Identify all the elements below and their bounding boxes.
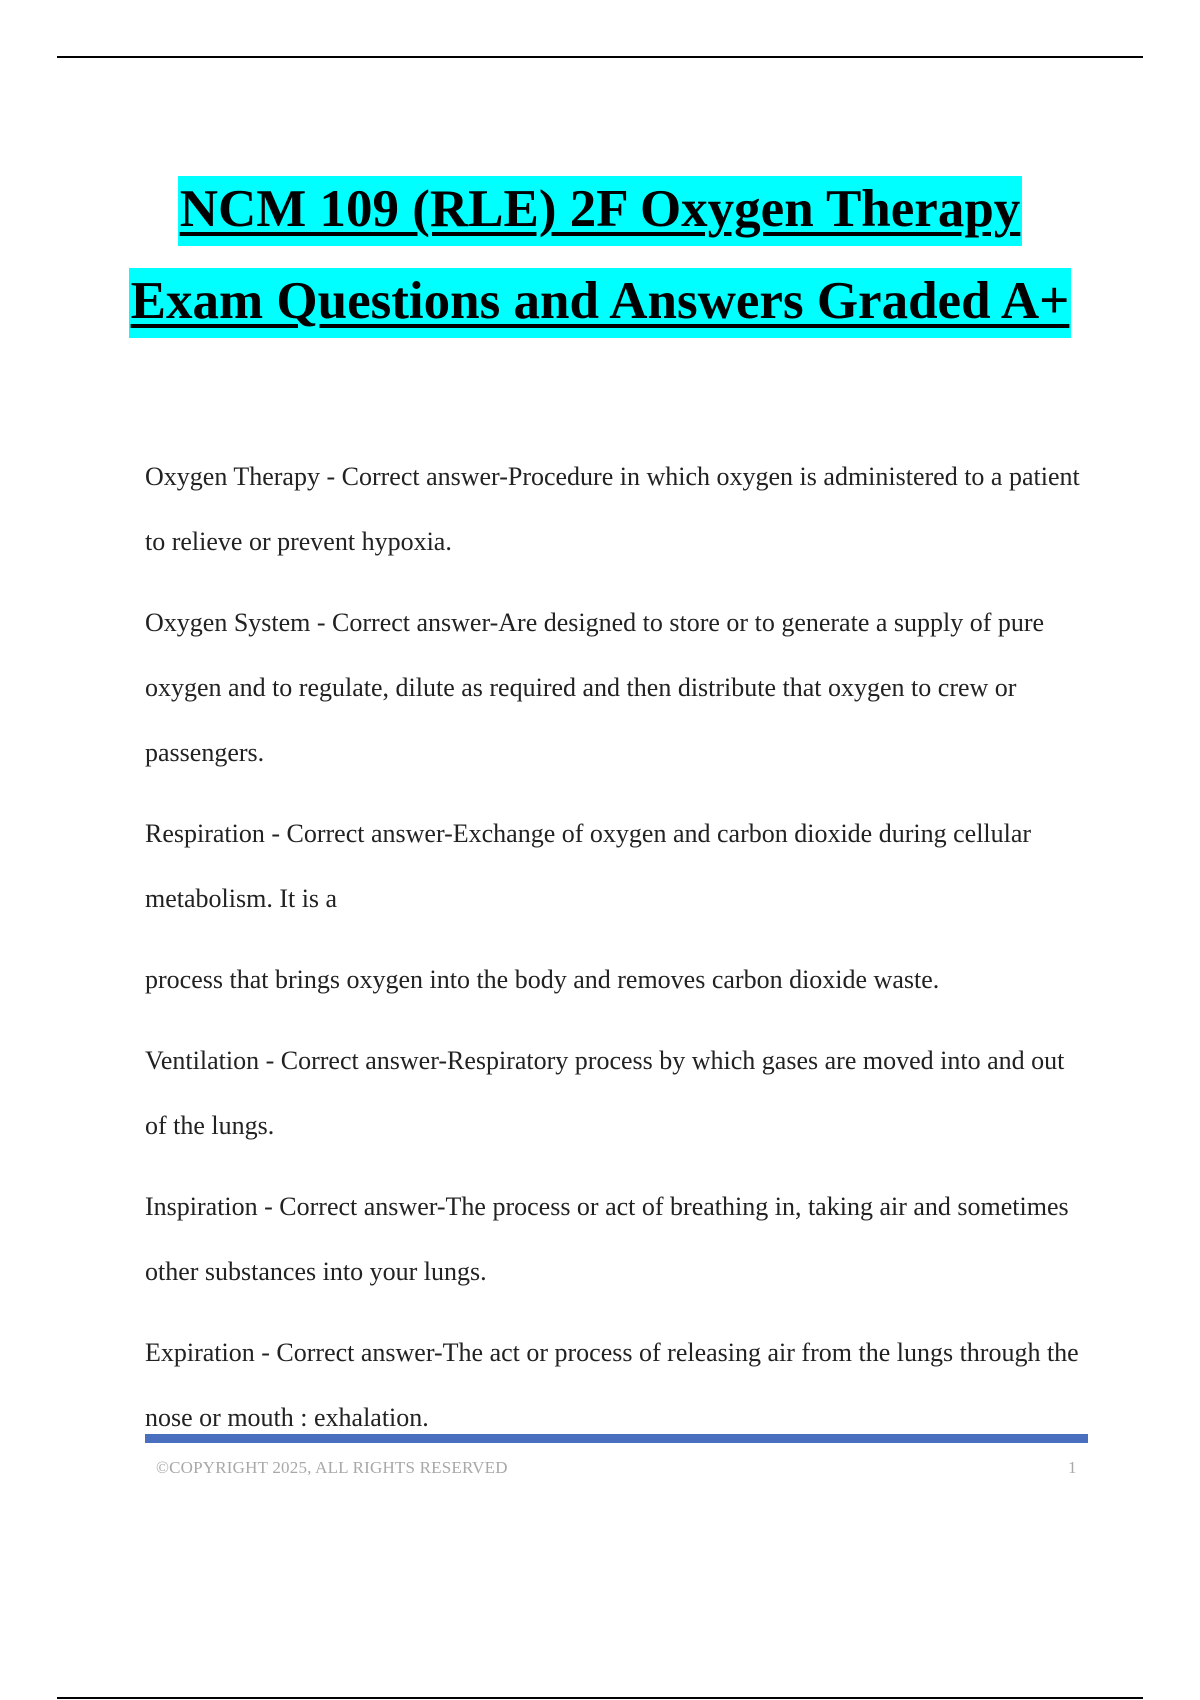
document-body [145, 444, 1085, 1466]
paragraph-respiration: Respiration - Correct answer-Exchange of oxygen and carbon dioxide during cellular metabolism. It is a [145, 819, 1032, 913]
paragraph-oxygen-therapy: Oxygen Therapy - Correct answer-Procedure in which oxygen is administered to a patient to relieve or prevent hypoxia. [145, 462, 1080, 556]
bottom-rule [57, 1697, 1143, 1699]
document-title [0, 176, 1200, 338]
paragraph-respiration-continued: process that brings oxygen into the body and removes carbon dioxide waste. [145, 965, 940, 994]
title-line-1: NCM 109 (RLE) 2F Oxygen Therapy [178, 176, 1023, 246]
paragraph-oxygen-system: Oxygen System - Correct answer-Are designed to store or to generate a supply of pure oxygen and to regulate, dilute as required and then distribute that oxygen to crew or passengers. [145, 608, 1045, 767]
title-line-2: Exam Questions and Answers Graded A+ [129, 268, 1072, 338]
paragraph-expiration: Expiration - Correct answer-The act or process of releasing air from the lungs through the nose or mouth : exhalation. [145, 1338, 1079, 1432]
footer-bar [145, 1434, 1088, 1443]
paragraph-inspiration: Inspiration - Correct answer-The process or act of breathing in, taking air and sometimes other substances into your lungs. [145, 1192, 1069, 1286]
page-number: 1 [1068, 1458, 1077, 1477]
top-rule [57, 56, 1143, 58]
footer-copyright: ©COPYRIGHT 2025, ALL RIGHTS RESERVED [156, 1458, 508, 1477]
paragraph-ventilation: Ventilation - Correct answer-Respiratory process by which gases are moved into and out of the lungs. [145, 1046, 1065, 1140]
